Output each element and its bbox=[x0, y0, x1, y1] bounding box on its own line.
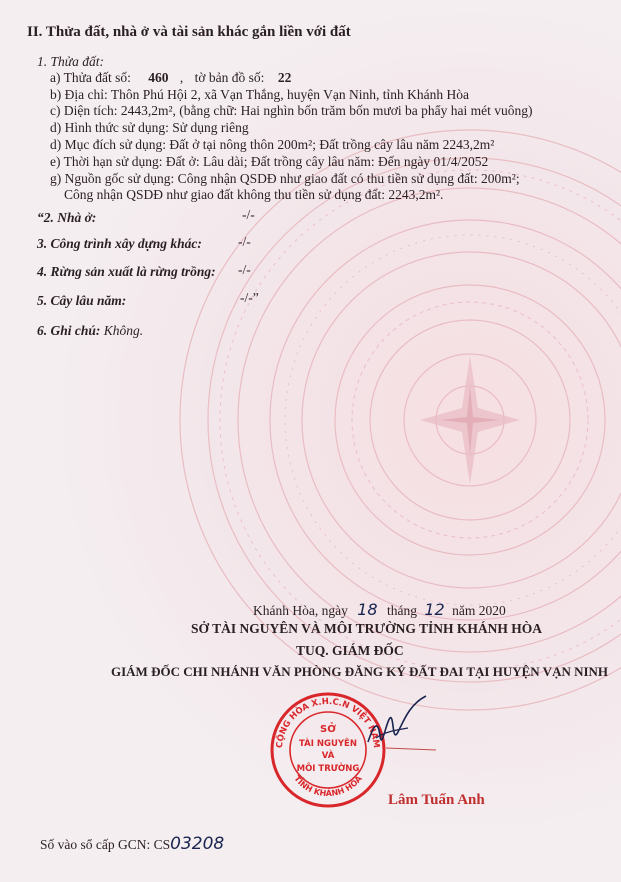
origin-row: g) Nguồn gốc sử dụng: Công nhận QSDĐ như giao đất có thu tiền sử dụng đất: 200m²; bbox=[50, 171, 520, 186]
perennial-label: 5. Cây lâu năm: bbox=[37, 293, 127, 308]
origin-row-cont: Công nhận QSDĐ như giao đất không thu tiền sử dụng đất: 2243,2m². bbox=[64, 187, 444, 202]
seal-line2: TÀI NGUYÊN bbox=[299, 739, 357, 749]
area-row: c) Diện tích: 2443,2m², (bằng chữ: Hai nghìn bốn trăm bốn mươi ba phẩy hai mét vuông) bbox=[50, 103, 533, 118]
seal-line1: SỞ bbox=[320, 724, 336, 735]
sign-date bbox=[253, 602, 506, 619]
issuing-org: SỞ TÀI NGUYÊN VÀ MÔI TRƯỜNG TỈNH KHÁNH HÒA bbox=[191, 621, 543, 636]
usage-form-row: d) Hình thức sử dụng: Sử dụng riêng bbox=[50, 120, 249, 135]
month-label: tháng bbox=[386, 603, 417, 618]
note-value: Không. bbox=[103, 323, 144, 338]
note-label: 6. Ghi chú: bbox=[37, 323, 101, 338]
note-row bbox=[37, 323, 143, 339]
parcel-number-label: a) Thửa đất số: bbox=[50, 70, 131, 85]
proxy-title: TUQ. GIÁM ĐỐC bbox=[296, 643, 404, 658]
year-label: năm 2020 bbox=[452, 603, 506, 618]
seal-ring-text: CỘNG HÒA X.H.C.N VIỆT NAM bbox=[274, 696, 382, 749]
registry-row bbox=[40, 836, 224, 853]
construction-value: -/- bbox=[238, 234, 251, 249]
handwritten-signature bbox=[356, 692, 446, 762]
date-day: 18 bbox=[357, 600, 378, 619]
seal-bottom-text: TỈNH KHÁNH HÒA bbox=[292, 774, 364, 799]
map-sheet-value: 22 bbox=[277, 70, 292, 85]
separator: , bbox=[179, 70, 184, 85]
registry-number: 03208 bbox=[170, 834, 225, 854]
date-month: 12 bbox=[424, 600, 445, 619]
map-sheet-label: tờ bản đồ số: bbox=[194, 70, 265, 85]
land-heading: 1. Thửa đất: bbox=[37, 54, 104, 69]
signer-name: Lâm Tuấn Anh bbox=[388, 792, 485, 808]
seal-line4: MÔI TRƯỜNG bbox=[296, 764, 360, 774]
section-title: II. Thửa đất, nhà ở và tài sản khác gắn liền với đất bbox=[27, 24, 351, 40]
registry-label: Số vào sổ cấp GCN: CS bbox=[40, 837, 171, 852]
usage-term-row: e) Thời hạn sử dụng: Đất ở: Lâu dài; Đất trồng cây lâu năm: Đến ngày 01/4/2052 bbox=[50, 154, 489, 169]
forest-label: 4. Rừng sản xuất là rừng trồng: bbox=[37, 264, 216, 279]
forest-value: -/- bbox=[238, 262, 251, 277]
construction-label: 3. Công trình xây dựng khác: bbox=[37, 236, 202, 251]
signer-title: GIÁM ĐỐC CHI NHÁNH VĂN PHÒNG ĐĂNG KÝ ĐẤT ĐAI TẠI HUYỆN VẠN NINH bbox=[111, 664, 609, 679]
address-row: b) Địa chỉ: Thôn Phú Hội 2, xã Vạn Thắng, huyện Vạn Ninh, tỉnh Khánh Hòa bbox=[50, 87, 469, 102]
house-label: “2. Nhà ở: bbox=[37, 210, 97, 225]
date-prefix: Khánh Hòa, ngày bbox=[253, 603, 348, 618]
usage-purpose-row: d) Mục đích sử dụng: Đất ở tại nông thôn 200m²; Đất trồng cây lâu năm 2243,2m² bbox=[50, 137, 495, 152]
parcel-number-value: 460 bbox=[148, 70, 169, 85]
perennial-value: -/-” bbox=[240, 290, 259, 305]
parcel-number-row bbox=[50, 70, 291, 86]
house-value: -/- bbox=[242, 207, 255, 222]
seal-line3: VÀ bbox=[321, 751, 335, 761]
